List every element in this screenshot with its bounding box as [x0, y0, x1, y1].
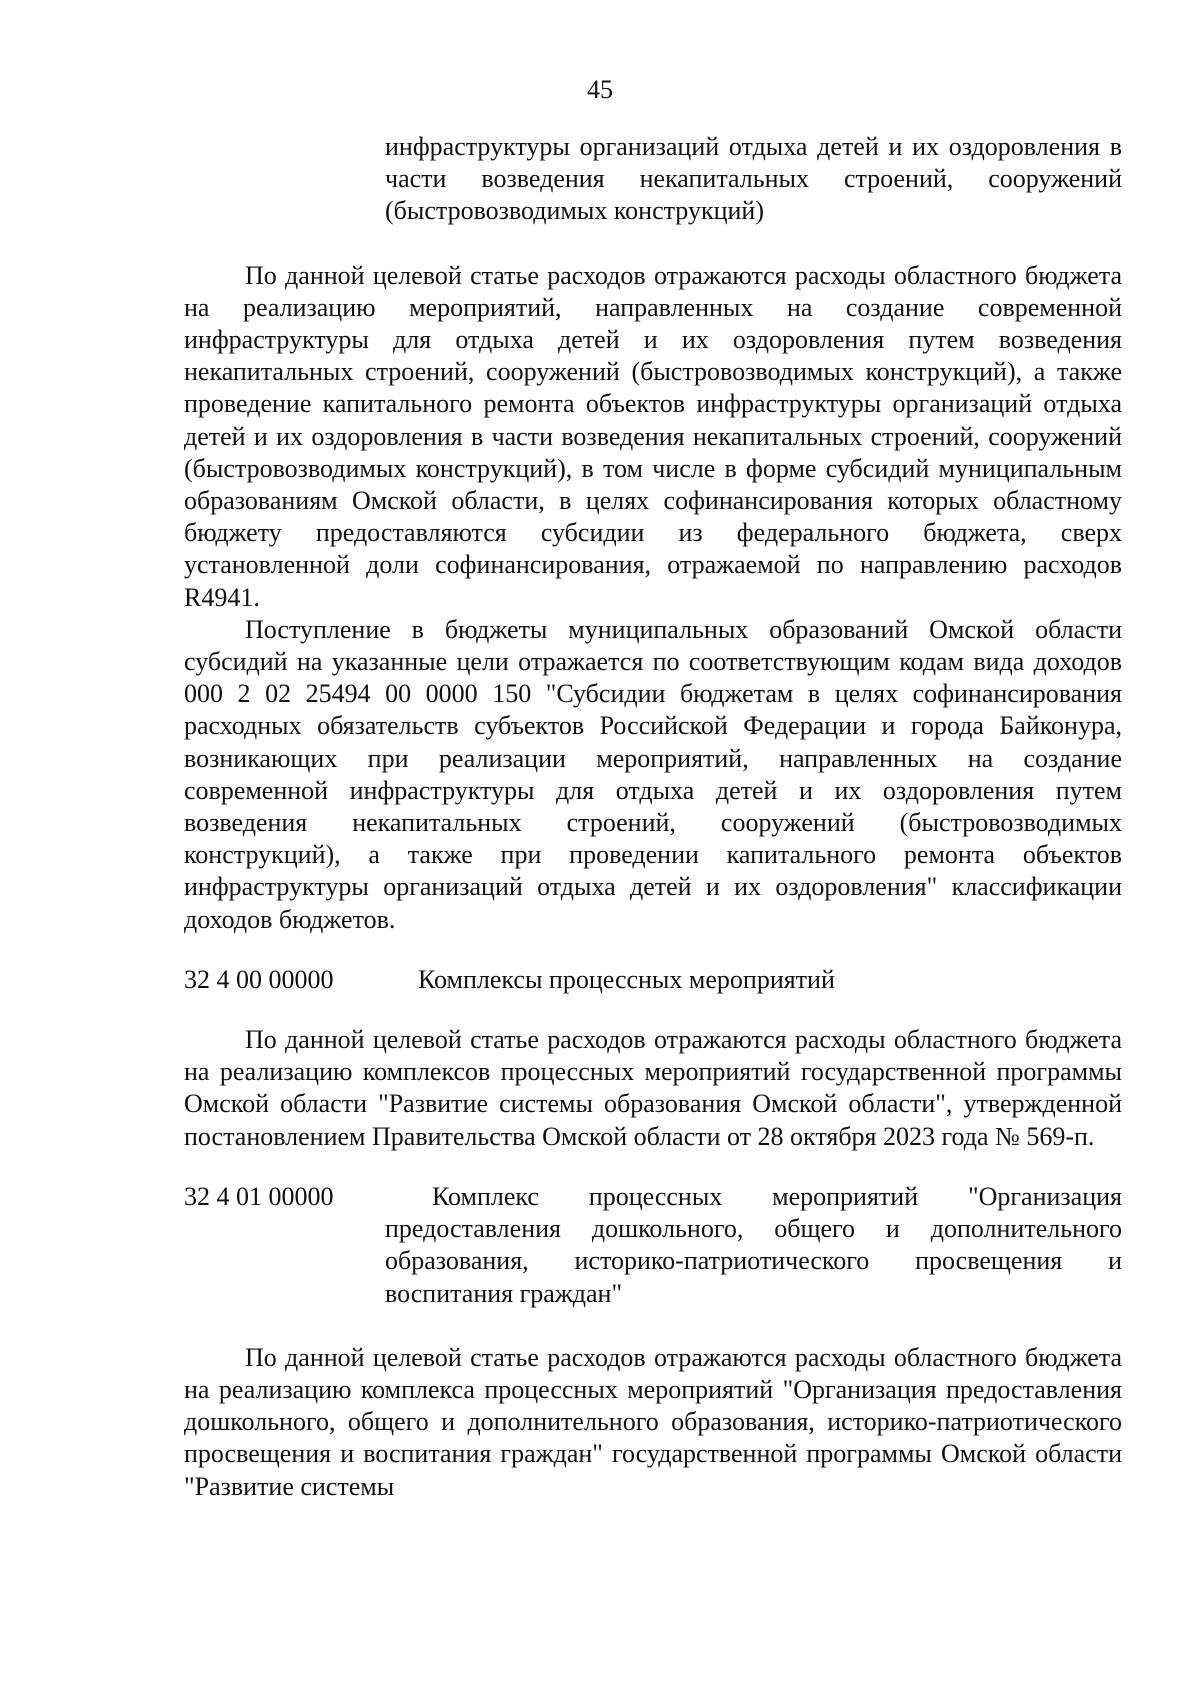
target-article-code: 32 4 01 00000	[184, 1181, 334, 1211]
target-article-code: 32 4 00 00000	[184, 964, 334, 994]
spacer	[184, 936, 1122, 964]
document-body	[184, 131, 1122, 1503]
spacer	[184, 996, 1122, 1024]
spacer	[184, 1310, 1122, 1342]
target-article-row	[184, 964, 1122, 996]
target-article-title: Комплексы процессных мероприятий	[418, 964, 835, 994]
page-number: 45	[587, 75, 613, 104]
continued-heading: инфраструктуры организаций отдыха детей и их оздоровления в части возведения некапитальных строений, сооружений (быстровозводимых конструкций)	[385, 132, 1122, 226]
target-article-row	[184, 1181, 1122, 1310]
paragraph-income-codes: Поступление в бюджеты муниципальных образований Омской области субсидий на указанные цели отражается по соответствующим кодам вида доходов 000 2 02 25494 00 0000 150 "Субсидии бюджетам в целях софинансирования расходных обязательств субъектов Российской Федерации и города Байконура, возникающих при реализации мероприятий, направленных на создание современной инфраструктуры для отдыха детей и их оздоровления путем возведения некапитальных строений, сооружений (быстровозводимых конструкций), а также при проведении капитального ремонта объектов инфраструктуры организаций отдыха детей и их оздоровления" классификации доходов бюджетов.	[184, 614, 1122, 934]
paragraph-process-complex-education: По данной целевой статье расходов отражаются расходы областного бюджета на реализацию комплекса процессных мероприятий "Организация предоставления дошкольного, общего и дополнительного образования, историко-патриотического просвещения и воспитания граждан" государственной программы Омской области "Развитие системы	[184, 1342, 1122, 1501]
spacer	[184, 228, 1122, 260]
paragraph-expenses-description: По данной целевой статье расходов отражаются расходы областного бюджета на реализацию мероприятий, направленных на создание современной инфраструктуры для отдыха детей и их оздоровления путем возведения некапитальных строений, сооружений (быстровозводимых конструкций), а также проведение капитального ремонта объектов инфраструктуры организаций отдыха детей и их оздоровления в части возведения некапитальных строений, сооружений (быстровозводимых конструкций), в том числе в форме субсидий муниципальным образованиям Омской области, в целях софинансирования которых областному бюджету предоставляются субсидии из федерального бюджета, сверх установленной доли софинансирования, отражаемой по направлению расходов R4941.	[184, 260, 1122, 612]
paragraph-process-complexes: По данной целевой статье расходов отражаются расходы областного бюджета на реализацию комплексов процессных мероприятий государственной программы Омской области "Развитие системы образования Омской области", утвержденной постановлением Правительства Омской области от 28 октября 2023 года № 569-п.	[184, 1025, 1122, 1151]
target-article-title: Комплекс процессных мероприятий "Организация предоставления дошкольного, общего и дополнительного образования, историко-патриотического просвещения и воспитания граждан"	[385, 1181, 1122, 1308]
spacer	[184, 1153, 1122, 1181]
